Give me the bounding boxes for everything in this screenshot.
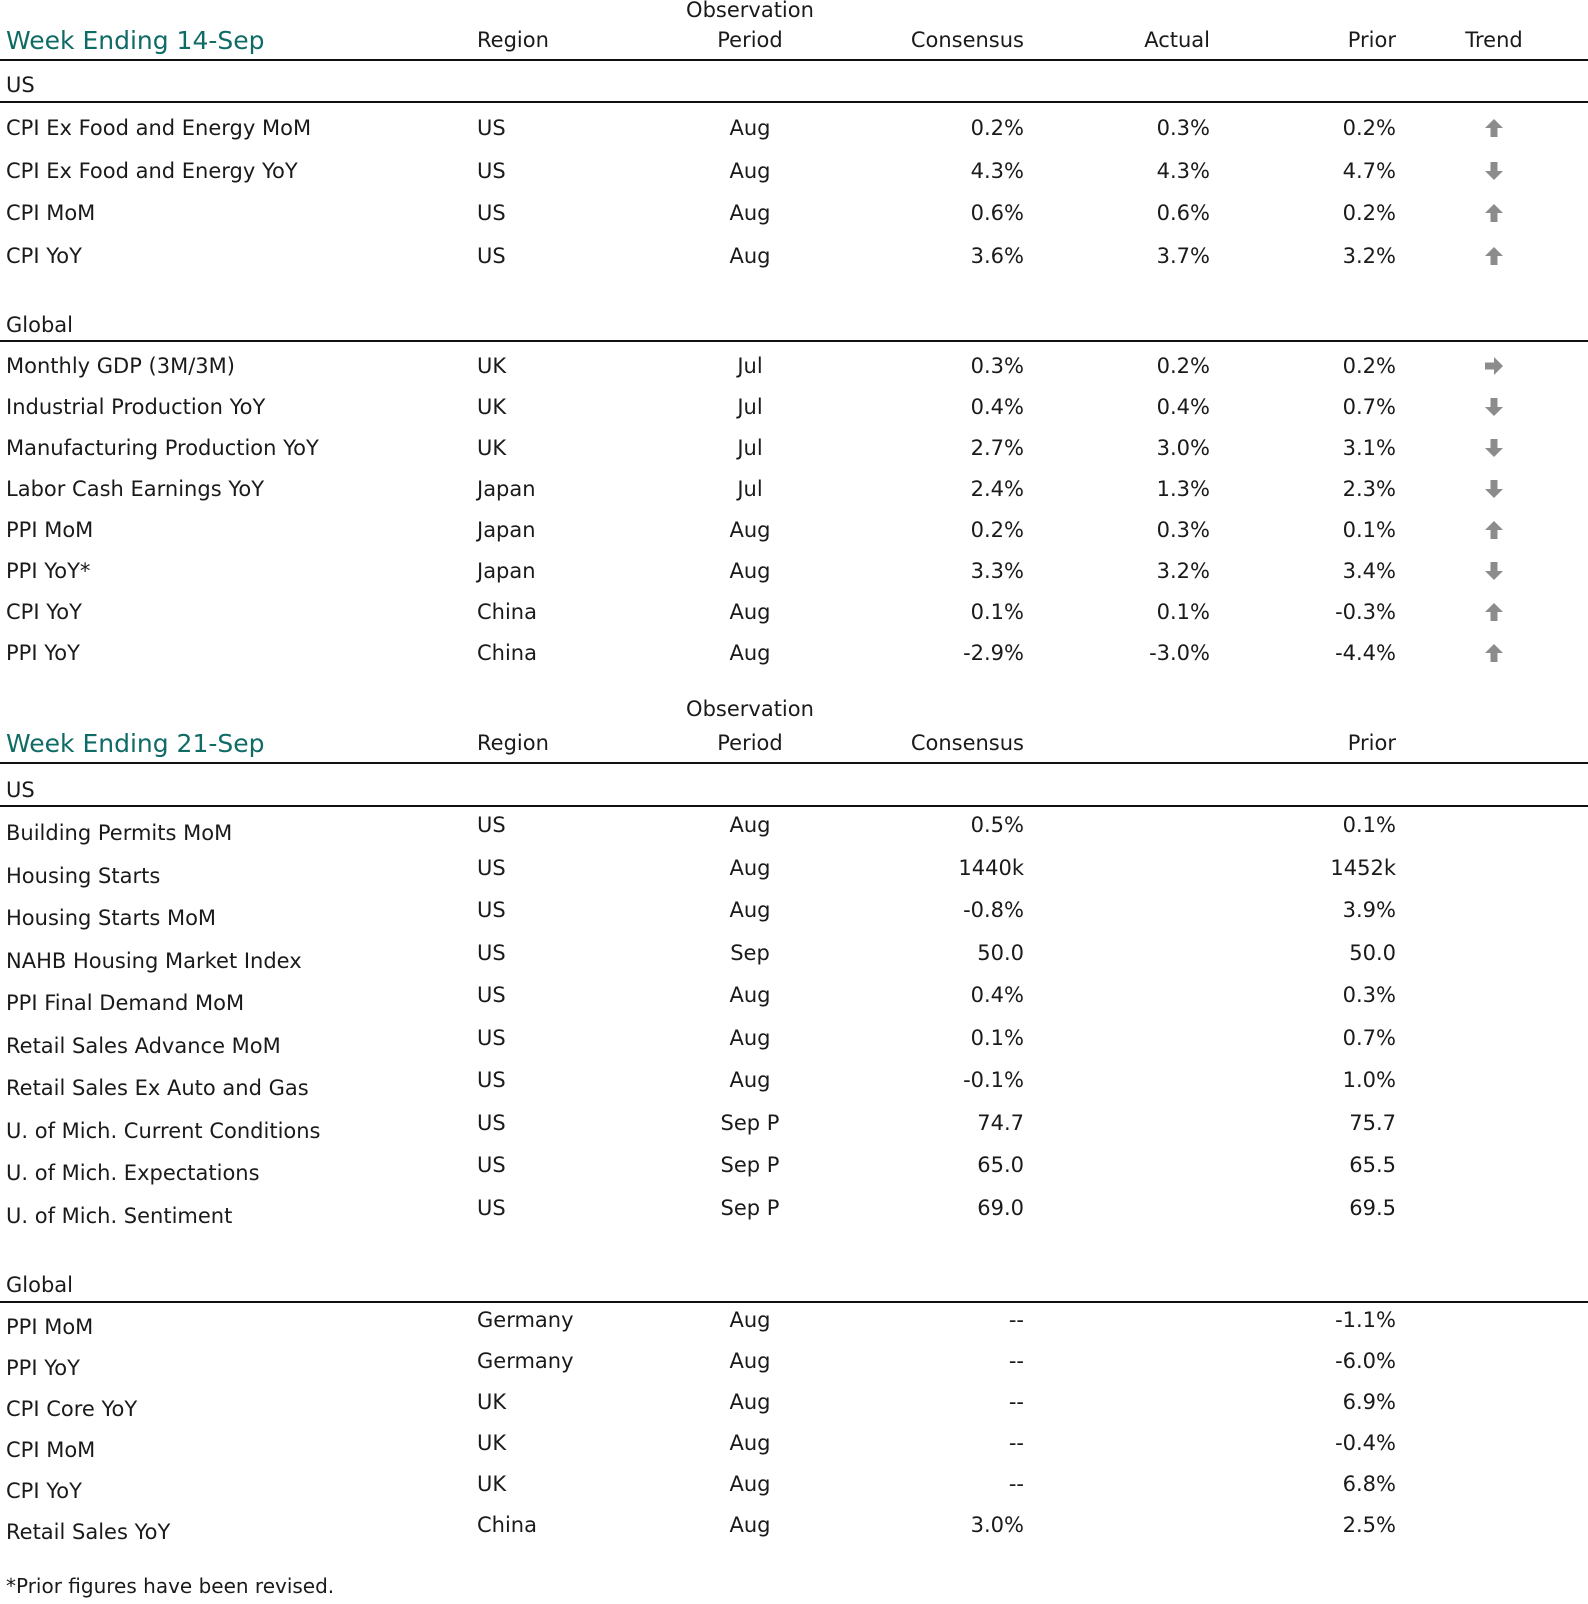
group-rule (0, 805, 1588, 807)
region-cell: UK (477, 1472, 507, 1496)
prior-cell: 4.7% (1342, 158, 1396, 183)
prior-cell: -1.1% (1335, 1308, 1396, 1332)
region-cell: China (477, 600, 537, 624)
prior-cell: 69.5 (1349, 1195, 1396, 1220)
consensus-cell: -- (1008, 1472, 1024, 1496)
indicator-name: Retail Sales Ex Auto and Gas (6, 1076, 309, 1100)
period-cell: Aug (729, 244, 771, 269)
consensus-cell: -- (1008, 1431, 1024, 1455)
consensus-cell: 74.7 (977, 1110, 1024, 1135)
prior-cell: 0.2% (1342, 116, 1396, 140)
indicator-name: Monthly GDP (3M/3M) (6, 354, 235, 378)
period-cell: Aug (729, 116, 771, 140)
actual-cell: 3.2% (1156, 559, 1210, 583)
header-rule (0, 59, 1588, 61)
footnote: *Prior figures have been revised. (6, 1574, 335, 1598)
indicator-name: PPI YoY* (6, 559, 91, 583)
prior-cell: 6.9% (1342, 1390, 1396, 1414)
region-cell: UK (477, 436, 507, 460)
header-actual: Actual (1144, 28, 1210, 52)
period-cell: Aug (729, 1308, 771, 1332)
actual-cell: 0.3% (1156, 518, 1210, 542)
header-observation: Observation (686, 0, 814, 22)
actual-cell: -3.0% (1149, 641, 1210, 665)
period-cell: Aug (729, 201, 771, 226)
arrow-up-icon (1483, 202, 1505, 224)
region-cell: Germany (477, 1308, 574, 1332)
indicator-name: Labor Cash Earnings YoY (6, 477, 265, 501)
prior-cell: 65.5 (1349, 1153, 1396, 1177)
period-cell: Aug (729, 813, 771, 837)
indicator-name: CPI YoY (6, 244, 82, 269)
period-cell: Aug (729, 559, 771, 583)
prior-cell: -0.4% (1335, 1431, 1396, 1455)
period-cell: Aug (729, 898, 771, 922)
prior-cell: 6.8% (1342, 1472, 1396, 1496)
prior-cell: 0.3% (1342, 983, 1396, 1007)
consensus-cell: -- (1008, 1349, 1024, 1373)
indicator-name: PPI MoM (6, 518, 94, 542)
arrow-down-icon (1483, 437, 1505, 459)
period-cell: Aug (729, 1068, 771, 1092)
actual-cell: 0.4% (1156, 395, 1210, 419)
period-cell: Aug (729, 518, 771, 542)
consensus-cell: 65.0 (977, 1153, 1024, 1177)
period-cell: Aug (729, 158, 771, 183)
region-cell: UK (477, 1390, 507, 1414)
consensus-cell: 50.0 (977, 940, 1024, 965)
indicator-name: Industrial Production YoY (6, 395, 266, 419)
indicator-name: Building Permits MoM (6, 821, 233, 845)
region-cell: US (477, 1153, 506, 1177)
section2-title: Week Ending 21-Sep (6, 729, 265, 758)
region-cell: US (477, 244, 506, 269)
prior-cell: 75.7 (1349, 1110, 1396, 1135)
group-label-us: US (6, 73, 35, 97)
period-cell: Sep P (720, 1153, 780, 1177)
prior-cell: 0.1% (1342, 518, 1396, 542)
period-cell: Aug (729, 1431, 771, 1455)
group-label-us: US (6, 778, 35, 802)
indicator-name: Retail Sales Advance MoM (6, 1033, 281, 1058)
arrow-up-icon (1483, 519, 1505, 541)
region-cell: Japan (477, 518, 536, 542)
prior-cell: -4.4% (1335, 641, 1396, 665)
group-label-global: Global (6, 313, 73, 337)
actual-cell: 0.3% (1156, 116, 1210, 140)
indicator-name: Housing Starts MoM (6, 906, 217, 930)
consensus-cell: 69.0 (977, 1195, 1024, 1220)
period-cell: Jul (737, 477, 763, 501)
actual-cell: 0.1% (1156, 600, 1210, 624)
group-label-global: Global (6, 1273, 73, 1297)
consensus-cell: 4.3% (970, 158, 1024, 183)
header-consensus: Consensus (910, 731, 1024, 755)
indicator-name: CPI Ex Food and Energy MoM (6, 116, 312, 140)
period-cell: Aug (729, 983, 771, 1007)
region-cell: US (477, 1110, 506, 1135)
prior-cell: 0.7% (1342, 395, 1396, 419)
indicator-name: Retail Sales YoY (6, 1520, 171, 1544)
indicator-name: CPI MoM (6, 1438, 96, 1462)
indicator-name: U. of Mich. Expectations (6, 1161, 260, 1185)
period-cell: Aug (729, 1025, 771, 1050)
consensus-cell: 3.6% (970, 244, 1024, 269)
arrow-down-icon (1483, 478, 1505, 500)
indicator-name: PPI Final Demand MoM (6, 991, 245, 1015)
group-rule (0, 1301, 1588, 1303)
indicator-name: CPI Ex Food and Energy YoY (6, 158, 298, 183)
consensus-cell: 0.1% (970, 600, 1024, 624)
arrow-down-icon (1483, 560, 1505, 582)
region-cell: UK (477, 395, 507, 419)
region-cell: US (477, 1025, 506, 1050)
header-rule (0, 762, 1588, 764)
consensus-cell: 0.6% (970, 201, 1024, 226)
actual-cell: 3.0% (1156, 436, 1210, 460)
arrow-down-icon (1483, 396, 1505, 418)
header-trend: Trend (1465, 28, 1523, 52)
arrow-up-icon (1483, 117, 1505, 139)
period-cell: Aug (729, 1390, 771, 1414)
region-cell: China (477, 641, 537, 665)
indicator-name: Manufacturing Production YoY (6, 436, 319, 460)
region-cell: US (477, 201, 506, 226)
header-region: Region (477, 28, 549, 52)
consensus-cell: -0.8% (963, 898, 1024, 922)
indicator-name: CPI Core YoY (6, 1397, 138, 1421)
consensus-cell: 0.1% (970, 1025, 1024, 1050)
arrow-up-icon (1483, 642, 1505, 664)
consensus-cell: -0.1% (963, 1068, 1024, 1092)
prior-cell: -0.3% (1335, 600, 1396, 624)
region-cell: UK (477, 354, 507, 378)
period-cell: Jul (737, 436, 763, 460)
period-cell: Jul (737, 354, 763, 378)
prior-cell: 50.0 (1349, 940, 1396, 965)
section1-title: Week Ending 14-Sep (6, 26, 265, 55)
prior-cell: 0.7% (1342, 1025, 1396, 1050)
indicator-name: PPI MoM (6, 1315, 94, 1339)
prior-cell: 2.3% (1342, 477, 1396, 501)
region-cell: China (477, 1513, 537, 1537)
arrow-down-icon (1483, 160, 1505, 182)
region-cell: US (477, 813, 506, 837)
indicator-name: PPI YoY (6, 641, 80, 665)
arrow-up-icon (1483, 601, 1505, 623)
header-observation: Observation (686, 697, 814, 721)
prior-cell: 3.9% (1342, 898, 1396, 922)
group-rule (0, 101, 1588, 103)
period-cell: Aug (729, 1472, 771, 1496)
period-cell: Aug (729, 1513, 771, 1537)
consensus-cell: -- (1008, 1390, 1024, 1414)
prior-cell: -6.0% (1335, 1349, 1396, 1373)
prior-cell: 2.5% (1342, 1513, 1396, 1537)
header-period: Period (717, 28, 783, 52)
header-period: Period (717, 731, 783, 755)
actual-cell: 1.3% (1156, 477, 1210, 501)
prior-cell: 0.2% (1342, 354, 1396, 378)
region-cell: Japan (477, 477, 536, 501)
period-cell: Sep (730, 940, 770, 965)
indicator-name: PPI YoY (6, 1356, 80, 1380)
region-cell: Germany (477, 1349, 574, 1373)
period-cell: Aug (729, 600, 771, 624)
actual-cell: 4.3% (1156, 158, 1210, 183)
consensus-cell: 0.4% (970, 395, 1024, 419)
consensus-cell: 2.4% (970, 477, 1024, 501)
header-region: Region (477, 731, 549, 755)
consensus-cell: 3.3% (970, 559, 1024, 583)
indicator-name: U. of Mich. Current Conditions (6, 1118, 321, 1143)
region-cell: US (477, 158, 506, 183)
prior-cell: 3.2% (1342, 244, 1396, 269)
region-cell: US (477, 983, 506, 1007)
indicator-name: CPI MoM (6, 201, 96, 226)
actual-cell: 0.6% (1156, 201, 1210, 226)
period-cell: Aug (729, 855, 771, 880)
arrow-up-icon (1483, 245, 1505, 267)
indicator-name: U. of Mich. Sentiment (6, 1203, 233, 1228)
consensus-cell: 1440k (958, 855, 1024, 880)
region-cell: UK (477, 1431, 507, 1455)
consensus-cell: -2.9% (963, 641, 1024, 665)
prior-cell: 1452k (1330, 855, 1396, 880)
consensus-cell: -- (1008, 1308, 1024, 1332)
header-prior: Prior (1347, 28, 1396, 52)
consensus-cell: 0.3% (970, 354, 1024, 378)
period-cell: Aug (729, 641, 771, 665)
period-cell: Jul (737, 395, 763, 419)
region-cell: US (477, 1068, 506, 1092)
group-rule (0, 340, 1588, 342)
consensus-cell: 0.2% (970, 518, 1024, 542)
region-cell: Japan (477, 559, 536, 583)
prior-cell: 1.0% (1342, 1068, 1396, 1092)
indicator-name: CPI YoY (6, 1479, 82, 1503)
period-cell: Aug (729, 1349, 771, 1373)
indicator-name: CPI YoY (6, 600, 82, 624)
region-cell: US (477, 940, 506, 965)
consensus-cell: 0.2% (970, 116, 1024, 140)
region-cell: US (477, 855, 506, 880)
indicator-name: NAHB Housing Market Index (6, 948, 302, 973)
indicator-name: Housing Starts (6, 863, 161, 888)
actual-cell: 3.7% (1156, 244, 1210, 269)
region-cell: US (477, 898, 506, 922)
prior-cell: 3.4% (1342, 559, 1396, 583)
period-cell: Sep P (720, 1110, 780, 1135)
actual-cell: 0.2% (1156, 354, 1210, 378)
prior-cell: 3.1% (1342, 436, 1396, 460)
arrow-right-icon (1483, 355, 1505, 377)
consensus-cell: 3.0% (970, 1513, 1024, 1537)
header-prior: Prior (1347, 731, 1396, 755)
period-cell: Sep P (720, 1195, 780, 1220)
consensus-cell: 0.4% (970, 983, 1024, 1007)
consensus-cell: 2.7% (970, 436, 1024, 460)
region-cell: US (477, 116, 506, 140)
prior-cell: 0.2% (1342, 201, 1396, 226)
region-cell: US (477, 1195, 506, 1220)
consensus-cell: 0.5% (970, 813, 1024, 837)
header-consensus: Consensus (910, 28, 1024, 52)
prior-cell: 0.1% (1342, 813, 1396, 837)
